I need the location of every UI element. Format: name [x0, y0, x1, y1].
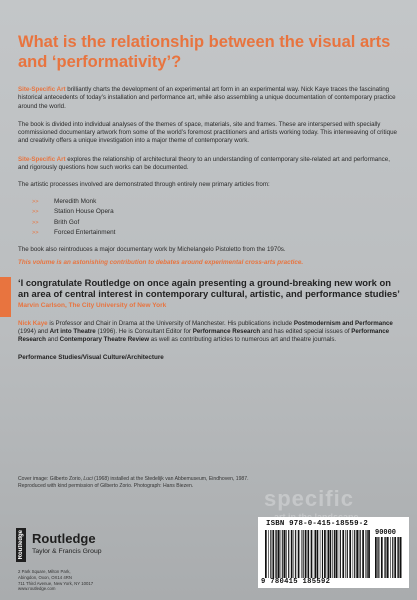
artist-name: Forced Entertainment [54, 229, 116, 237]
addon-barcode-icon [375, 537, 403, 578]
architecture-text: explores the relationship of architectural theory to an understanding of contemporary site-related art and performance, and rigorously questions how such works can be documented. [18, 155, 390, 172]
barcode-bar [392, 537, 393, 578]
barcode-bar [332, 530, 333, 578]
barcode-bar [360, 530, 361, 578]
barcode-bar [317, 530, 319, 578]
barcode-bar [288, 530, 289, 578]
author-name: Nick Kaye [18, 319, 48, 327]
barcode-bar [278, 530, 280, 578]
barcode-bar [381, 537, 383, 578]
barcode-bar [340, 530, 341, 578]
bio-text: (1996). He is Consultant Editor for [95, 327, 193, 335]
barcode-bar [394, 537, 396, 578]
list-item [18, 197, 400, 208]
intro-text: brilliantly charts the development of an experimental art form in an experimental way. Nick Kaye traces the fascinating historical antecedents of today’s installation and performance art, while also assembling a unique documentation of contemporary practice around the world. [18, 86, 396, 110]
barcode-bar [298, 530, 300, 578]
barcode-icon [265, 530, 372, 578]
barcode-bar [315, 530, 316, 578]
processes-paragraph: The artistic processes involved are demonstrated through entirely new primary articles from: [18, 181, 270, 189]
barcode-bar [295, 530, 296, 578]
barcode-bar [390, 537, 391, 578]
quote-text: ‘I congratulate Routledge on once again presenting a ground-breaking new work on an area of central interest in contemporary cultural, artistic, and performance studies’ [18, 276, 400, 300]
barcode-bar [294, 530, 295, 578]
arrow-bullet-icon: >> [32, 219, 39, 226]
credit-text: (1968) installed at the Stedelijk van Abbemuseum, Eindhoven, 1987. [92, 476, 249, 482]
list-item [18, 228, 400, 239]
logo-mark-text: Routledge [18, 530, 24, 560]
address-line: 2 Park Square, Milton Park, [18, 569, 71, 574]
journal-title: Performance Research [192, 327, 261, 335]
barcode-bar [347, 530, 348, 578]
price-code: 90000 [375, 529, 397, 537]
barcode-bar [349, 530, 351, 578]
barcode-bar [338, 530, 339, 578]
barcode-bar [328, 530, 329, 578]
barcode-bar [354, 530, 355, 578]
barcode-bar [265, 530, 267, 578]
architecture-lead: Site-Specific Art [18, 155, 66, 163]
arrow-bullet-icon: >> [32, 198, 39, 205]
publisher-logo [16, 528, 166, 564]
bio-text: is Professor and Chair in Drama at the University of Manchester. His publications include [47, 319, 294, 327]
themes-paragraph: The book is divided into individual analyses of the themes of space, materials, site and frames. These are interspersed with specially commissioned documentary artwork from some of the world’s foremost practitioners and artists working today. This interweaving of critique and creativity offers a unique investigation into a major theme of contemporary work. [18, 120, 397, 145]
barcode-bar [281, 530, 282, 578]
barcode-bar [307, 530, 308, 578]
barcode-bar [400, 537, 402, 578]
barcode-bar [342, 530, 344, 578]
barcode-bar [387, 537, 389, 578]
barcode-bar [327, 530, 328, 578]
bio-text: and has edited special issues of [260, 327, 352, 335]
barcode-bar [353, 530, 354, 578]
barcode-bar [308, 530, 309, 578]
artist-name: Meredith Monk [54, 197, 97, 205]
barcode-panel [258, 517, 409, 588]
barcode-bar [303, 530, 304, 578]
subject-categories: Performance Studies/Visual Culture/Architecture [18, 354, 164, 362]
publisher-name: Routledge [32, 531, 96, 546]
headline: What is the relationship between the visual arts and ‘performativity’? [18, 33, 391, 71]
artist-name: Station House Opera [54, 208, 114, 216]
bio-text: and [45, 336, 60, 344]
barcode-bar [284, 530, 286, 578]
intro-paragraph [18, 86, 400, 111]
pistoletto-paragraph: The book also reintroduces a major documentary work by Michelangelo Pistoletto from the 1970s. [18, 245, 286, 253]
barcode-bar [270, 530, 271, 578]
book-title: Art into Theatre [49, 327, 96, 335]
barcode-bar [275, 530, 276, 578]
barcode-bar [359, 530, 360, 578]
barcode-bar [291, 530, 293, 578]
barcode-bar [384, 537, 385, 578]
book-title: Postmodernism and Performance [293, 319, 393, 327]
highlight-statement: This volume is an astonishing contribution to debates around experimental cross-arts practice. [18, 258, 304, 266]
bio-text: as well as contributing articles to numerous art and theatre journals. [149, 336, 337, 344]
barcode-bar [375, 537, 377, 578]
isbn-text: ISBN 978-0-415-18559-2 [266, 520, 368, 528]
barcode-bar [367, 530, 368, 578]
barcode-bar [362, 530, 364, 578]
barcode-bar [286, 530, 287, 578]
artist-list [18, 197, 400, 239]
architecture-paragraph [18, 156, 400, 173]
address-line: www.routledge.com [18, 586, 56, 592]
list-item [18, 218, 400, 229]
barcode-bar [335, 530, 337, 578]
main-content [18, 0, 400, 362]
barcode-bar [314, 530, 315, 578]
barcode-bar [368, 530, 370, 578]
journal-title: Contemporary Theatre Review [59, 336, 150, 344]
barcode-bar [334, 530, 335, 578]
barcode-bar [397, 537, 398, 578]
endorsement-quote [18, 277, 400, 310]
barcode-bar [301, 530, 302, 578]
artwork-title: Luci [83, 476, 93, 482]
barcode-bar [345, 530, 346, 578]
journal-title: Performance Research [18, 327, 390, 344]
barcode-bar [398, 537, 399, 578]
ean-digits: 9 780415 185592 [261, 578, 331, 586]
barcode-bar [356, 530, 358, 578]
bio-text: (1994) and [18, 327, 50, 335]
barcode-bar [305, 530, 307, 578]
artist-name: Brith Gof [54, 218, 80, 226]
barcode-bar [272, 530, 274, 578]
barcode-bar [330, 530, 332, 578]
intro-lead: Site-Specific Art [18, 86, 66, 93]
arrow-bullet-icon: >> [32, 230, 39, 237]
address-line: 711 Third Avenue, New York, NY 10017 [18, 580, 94, 586]
arrow-bullet-icon: >> [32, 209, 39, 216]
credit-line: Reproduced with kind permission of Gilberto Zorio. Photograph: Hans Biezen. [18, 482, 194, 489]
credit-text: Cover image: Gilberto Zorio, [18, 476, 84, 482]
address-line: Abingdon, Oxon, OX14 4RN [18, 574, 72, 580]
barcode-bar [365, 530, 366, 578]
barcode-bar [320, 530, 321, 578]
barcode-bar [276, 530, 277, 578]
barcode-bar [324, 530, 326, 578]
publisher-group: Taylor & Francis Group [32, 548, 102, 555]
quote-attribution: Marvin Carlson, The City University of New York [18, 301, 167, 309]
barcode-bar [385, 537, 386, 578]
barcode-bar [322, 530, 323, 578]
list-item [18, 207, 400, 218]
ghost-title: specific [264, 486, 354, 511]
publisher-address [18, 569, 93, 592]
routledge-mark-icon [16, 528, 26, 562]
quote-accent-bar [0, 277, 11, 317]
barcode-bar [282, 530, 283, 578]
barcode-bar [378, 537, 379, 578]
barcode-bar [268, 530, 269, 578]
barcode-bar [377, 537, 378, 578]
barcode-bar [311, 530, 313, 578]
author-bio [18, 320, 400, 345]
